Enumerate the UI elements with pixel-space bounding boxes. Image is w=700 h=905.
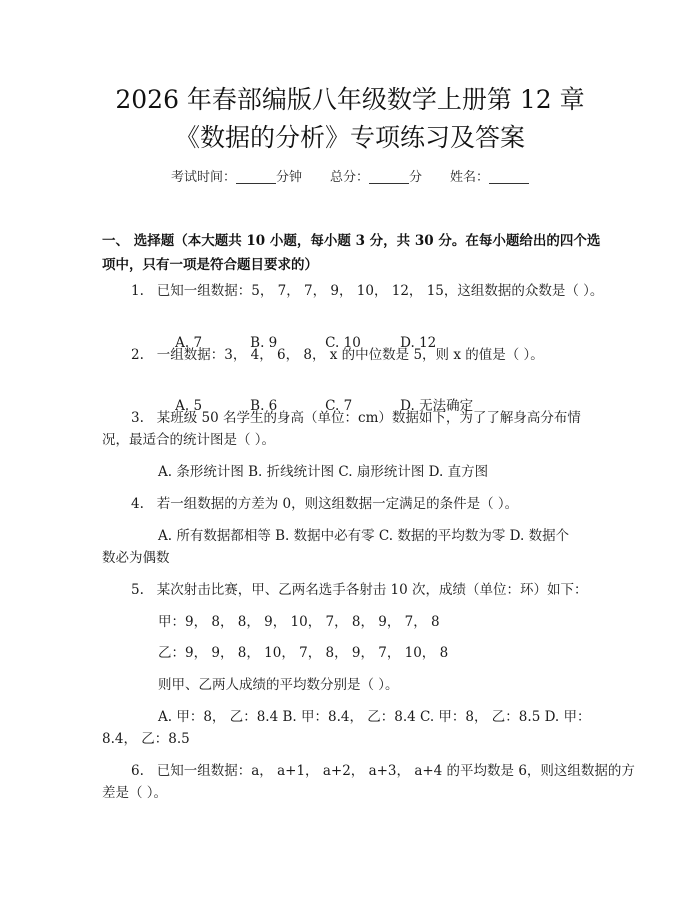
score-unit: 分 — [409, 170, 423, 185]
question-5-stem: 5. 某次射击比赛，甲、乙两名选手各射击 10 次，成绩（单位：环）如下： — [131, 582, 588, 598]
time-blank — [236, 169, 276, 184]
question-1-option-d: D. 12 — [400, 335, 437, 351]
question-4-options-line1: A. 所有数据都相等 B. 数据中必有零 C. 数据的平均数为零 D. 数据个 — [158, 528, 570, 544]
document-title-line2: 《数据的分析》专项练习及答案 — [174, 123, 525, 152]
exam-meta-line — [0, 168, 700, 188]
question-1-option-c: C. 10 — [325, 335, 361, 351]
question-6-stem-line2: 差是（ ）。 — [102, 785, 168, 801]
question-2-option-c: C. 7 — [325, 398, 353, 414]
question-2-stem: 2. 一组数据：3， 4， 6， 8， x 的中位数是 5，则 x 的值是（ ）。 — [131, 347, 544, 363]
question-2-option-a: A. 5 — [175, 398, 203, 414]
question-4-options-line2: 数必为偶数 — [102, 550, 170, 566]
question-5-data-yi: 乙：9， 9， 8， 10， 7， 8， 9， 7， 10， 8 — [158, 645, 449, 661]
question-5-ask: 则甲、乙两人成绩的平均数分别是（ ）。 — [158, 677, 399, 693]
name-label: 姓名： — [450, 170, 490, 185]
question-5-options-line2: 8.4， 乙：8.5 — [102, 731, 190, 747]
name-blank — [489, 169, 529, 184]
time-unit: 分钟 — [275, 170, 302, 185]
score-blank — [369, 169, 409, 184]
score-label: 总分： — [329, 170, 369, 185]
question-5-options-line1: A. 甲：8， 乙：8.4 B. 甲：8.4， 乙：8.4 C. 甲：8， 乙：8.5 D. 甲： — [158, 709, 591, 725]
question-3-stem-line2: 况，最适合的统计图是（ ）。 — [102, 432, 276, 448]
question-2-option-b: B. 6 — [250, 398, 278, 414]
question-1-stem: 1. 已知一组数据：5， 7， 7， 9， 10， 12， 15，这组数据的众数是（ ）。 — [131, 283, 604, 299]
section-heading: 一、 选择题（本大题共 10 小题，每小题 3 分，共 30 分。在每小题给出的四个选项中，只有一项是符合题目要求的） — [102, 233, 601, 273]
document-title-line1: 2026 年春部编版八年级数学上册第 12 章 — [115, 85, 585, 114]
question-1-option-b: B. 9 — [250, 335, 278, 351]
question-1-option-a: A. 7 — [175, 335, 203, 351]
question-2-option-d: D. 无法确定 — [400, 398, 474, 414]
time-label: 考试时间： — [170, 170, 236, 185]
question-6-stem-line1: 6. 已知一组数据：a， a+1， a+2， a+3， a+4 的平均数是 6，则这组数据的方 — [131, 763, 635, 779]
question-4-stem: 4. 若一组数据的方差为 0，则这组数据一定满足的条件是（ ）。 — [131, 496, 519, 512]
question-5-data-jia: 甲：9， 8， 8， 9， 10， 7， 8， 9， 7， 8 — [158, 614, 440, 630]
question-3-stem-line1: 3. 某班级 50 名学生的身高（单位：cm）数据如下，为了了解身高分布情 — [131, 410, 581, 426]
question-3-options: A. 条形统计图 B. 折线统计图 C. 扇形统计图 D. 直方图 — [158, 464, 489, 480]
